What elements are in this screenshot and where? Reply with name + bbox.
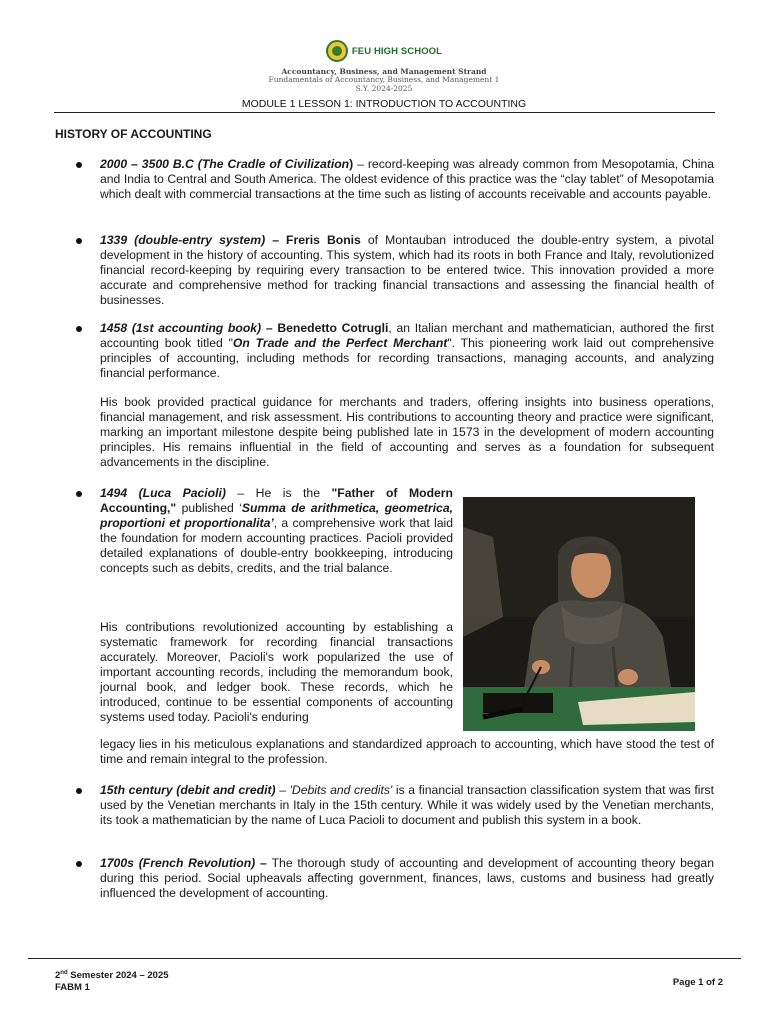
school-name: FEU HIGH SCHOOL <box>351 45 443 57</box>
book-title: On Trade and the Perfect Merchant <box>232 336 448 350</box>
item-label: 1700s (French Revolution) <box>100 856 256 870</box>
bullet-icon <box>76 861 82 867</box>
item-paragraph: His book provided practical guidance for merchants and traders, offering insights into business operations, financial management, and risk assessment. His contributions to accounting theory and practice were significant, marking an important milestone despite being published late in 1573 in the development of modern accounting principles. His remains influential in the field of accounting and serves as a foundation for subsequent advancements in the discipline. <box>100 395 714 469</box>
list-item-double-entry: 1339 (double-entry system) – Freris Bonis of Montauban introduced the double-entry system, a pivotal development in the history of accounting. This system, which had its roots in both France and Italy, revolutionized financial record-keeping by requiring every transaction to be entered twice. This innovation provided a more accurate and comprehensive method for tracking financial transactions and assessing the financial health of businesses. <box>100 233 714 307</box>
bullet-icon <box>76 326 82 332</box>
footer-left <box>55 967 169 994</box>
list-item-cradle: 2000 – 3500 B.C (The Cradle of Civilization) – record-keeping was already common from Mesopotamia, China and India to Central and South America. The oldest evidence of this practice was the “clay tablet” of Mesopotamia which dealt with commercial transactions at the time such as listing of accounts receivable and accounts payable. <box>100 157 714 201</box>
list-item-first-book: 1458 (1st accounting book) – Benedetto Cotrugli, an Italian merchant and mathematician, authored the first accounting book titled "On Trade and the Perfect Merchant". This pioneering work laid out comprehensive principles of accounting, including methods for recording transactions, managing accounts, and analyzing financial performance. <box>100 321 714 380</box>
header-divider <box>54 112 715 113</box>
item-label: 1494 (Luca Pacioli) <box>100 486 226 500</box>
list-item-debit-credit: 15th century (debit and credit) – 'Debits and credits' is a financial transaction classification system that was first used by the Venetian merchants in Italy in the 15th century. While it was widely used by the Venetian merchants, its took a mathematician by the name of Luca Pacioli to document and publish this system in a book. <box>100 783 714 827</box>
bullet-icon <box>76 238 82 244</box>
luca-pacioli-portrait <box>463 497 695 731</box>
module-title: MODULE 1 LESSON 1: INTRODUCTION TO ACCOUNTING <box>241 98 527 110</box>
course-code: FABM 1 <box>55 982 90 994</box>
item-text: – record-keeping was already common from Mesopotamia, China and India to Central and South America. The oldest evidence of this practice was the “clay tablet” of Mesopotamia which dealt with commercial transactions at the time such as listing of accounts receivable and accounts payable. <box>100 157 714 201</box>
item-text: is a financial transaction classification system that was first used by the Venetian merchants in Italy in the 15th century. While it was widely used by the Venetian merchants, its took a mathematician by the name of Luca Pacioli to document and publish this system in a book. <box>100 783 714 827</box>
item-person: Freris Bonis <box>286 233 361 247</box>
item-person: Benedetto Cotrugli <box>277 321 389 335</box>
item-label: 1339 (double-entry system) <box>100 233 266 247</box>
page-number: Page 1 of 2 <box>672 977 723 988</box>
list-item-pacioli: 1494 (Luca Pacioli) – He is the "Father of Modern Accounting," published ‘Summa de arithmetica, geometrica, proportioni et proportionalita’, a comprehensive work that laid the foundation for modern accounting practices. Pacioli provided detailed explanations of double-entry bookkeeping, introducing concepts such as debits, credits, and the trial balance. <box>100 486 453 575</box>
subject-name: Fundamentals of Accountancy, Business, and Management 1 <box>268 75 500 84</box>
feu-seal-icon <box>326 40 348 62</box>
semester-label: 2nd Semester 2024 – 2025 <box>55 970 169 982</box>
bullet-icon <box>76 788 82 794</box>
strand-name: Accountancy, Business, and Management Strand <box>281 67 487 76</box>
school-logo <box>0 38 768 64</box>
item-text: of Montauban introduced the double-entry system, a pivotal development in the history of accounting. This system, which had its roots in both France and Italy, revolutionized financial record-keeping by requiring every transaction to be entered twice. This innovation provided a more accurate and comprehensive method for tracking financial transactions and assessing the financial health of businesses. <box>100 233 714 307</box>
item-label: 1458 (1st accounting book) <box>100 321 262 335</box>
item-title: "Father of Modern Accounting," <box>100 486 453 515</box>
item-paragraph: His contributions revolutionized accounting by establishing a systematic framework for recording financial transactions accurately. Moreover, Pacioli's work popularized the use of important accounting records, including the memorandum book, journal book, and ledger book. These records, which he introduced, continue to be essential components of accounting systems used today. Pacioli's enduring <box>100 620 453 724</box>
item-text: The thorough study of accounting and development of accounting theory began during this period. Social upheavals affecting government, finances, laws, customs and business had greatly influenced the development of accounting. <box>100 856 714 900</box>
section-title: HISTORY OF ACCOUNTING <box>55 127 212 141</box>
item-paragraph-cont: legacy lies in his meticulous explanations and standardized approach to accounting, which have stood the test of time and remain integral to the profession. <box>100 737 714 766</box>
item-label: 15th century (debit and credit) <box>100 783 276 797</box>
page-header <box>0 38 768 110</box>
book-title: Summa de arithmetica, geometrica, proportioni et proportionalita’ <box>100 501 453 530</box>
bullet-icon <box>76 491 82 497</box>
footer-divider <box>28 958 741 959</box>
item-quote: 'Debits and credits' <box>289 783 393 797</box>
school-year: S.Y. 2024-2025 <box>355 83 413 93</box>
bullet-icon <box>76 162 82 168</box>
item-label: 2000 – 3500 B.C (The Cradle of Civilization <box>100 157 350 171</box>
list-item-french-revolution: 1700s (French Revolution) – The thorough study of accounting and development of accounting theory began during this period. Social upheavals affecting government, finances, laws, customs and business had greatly influenced the development of accounting. <box>100 856 714 900</box>
